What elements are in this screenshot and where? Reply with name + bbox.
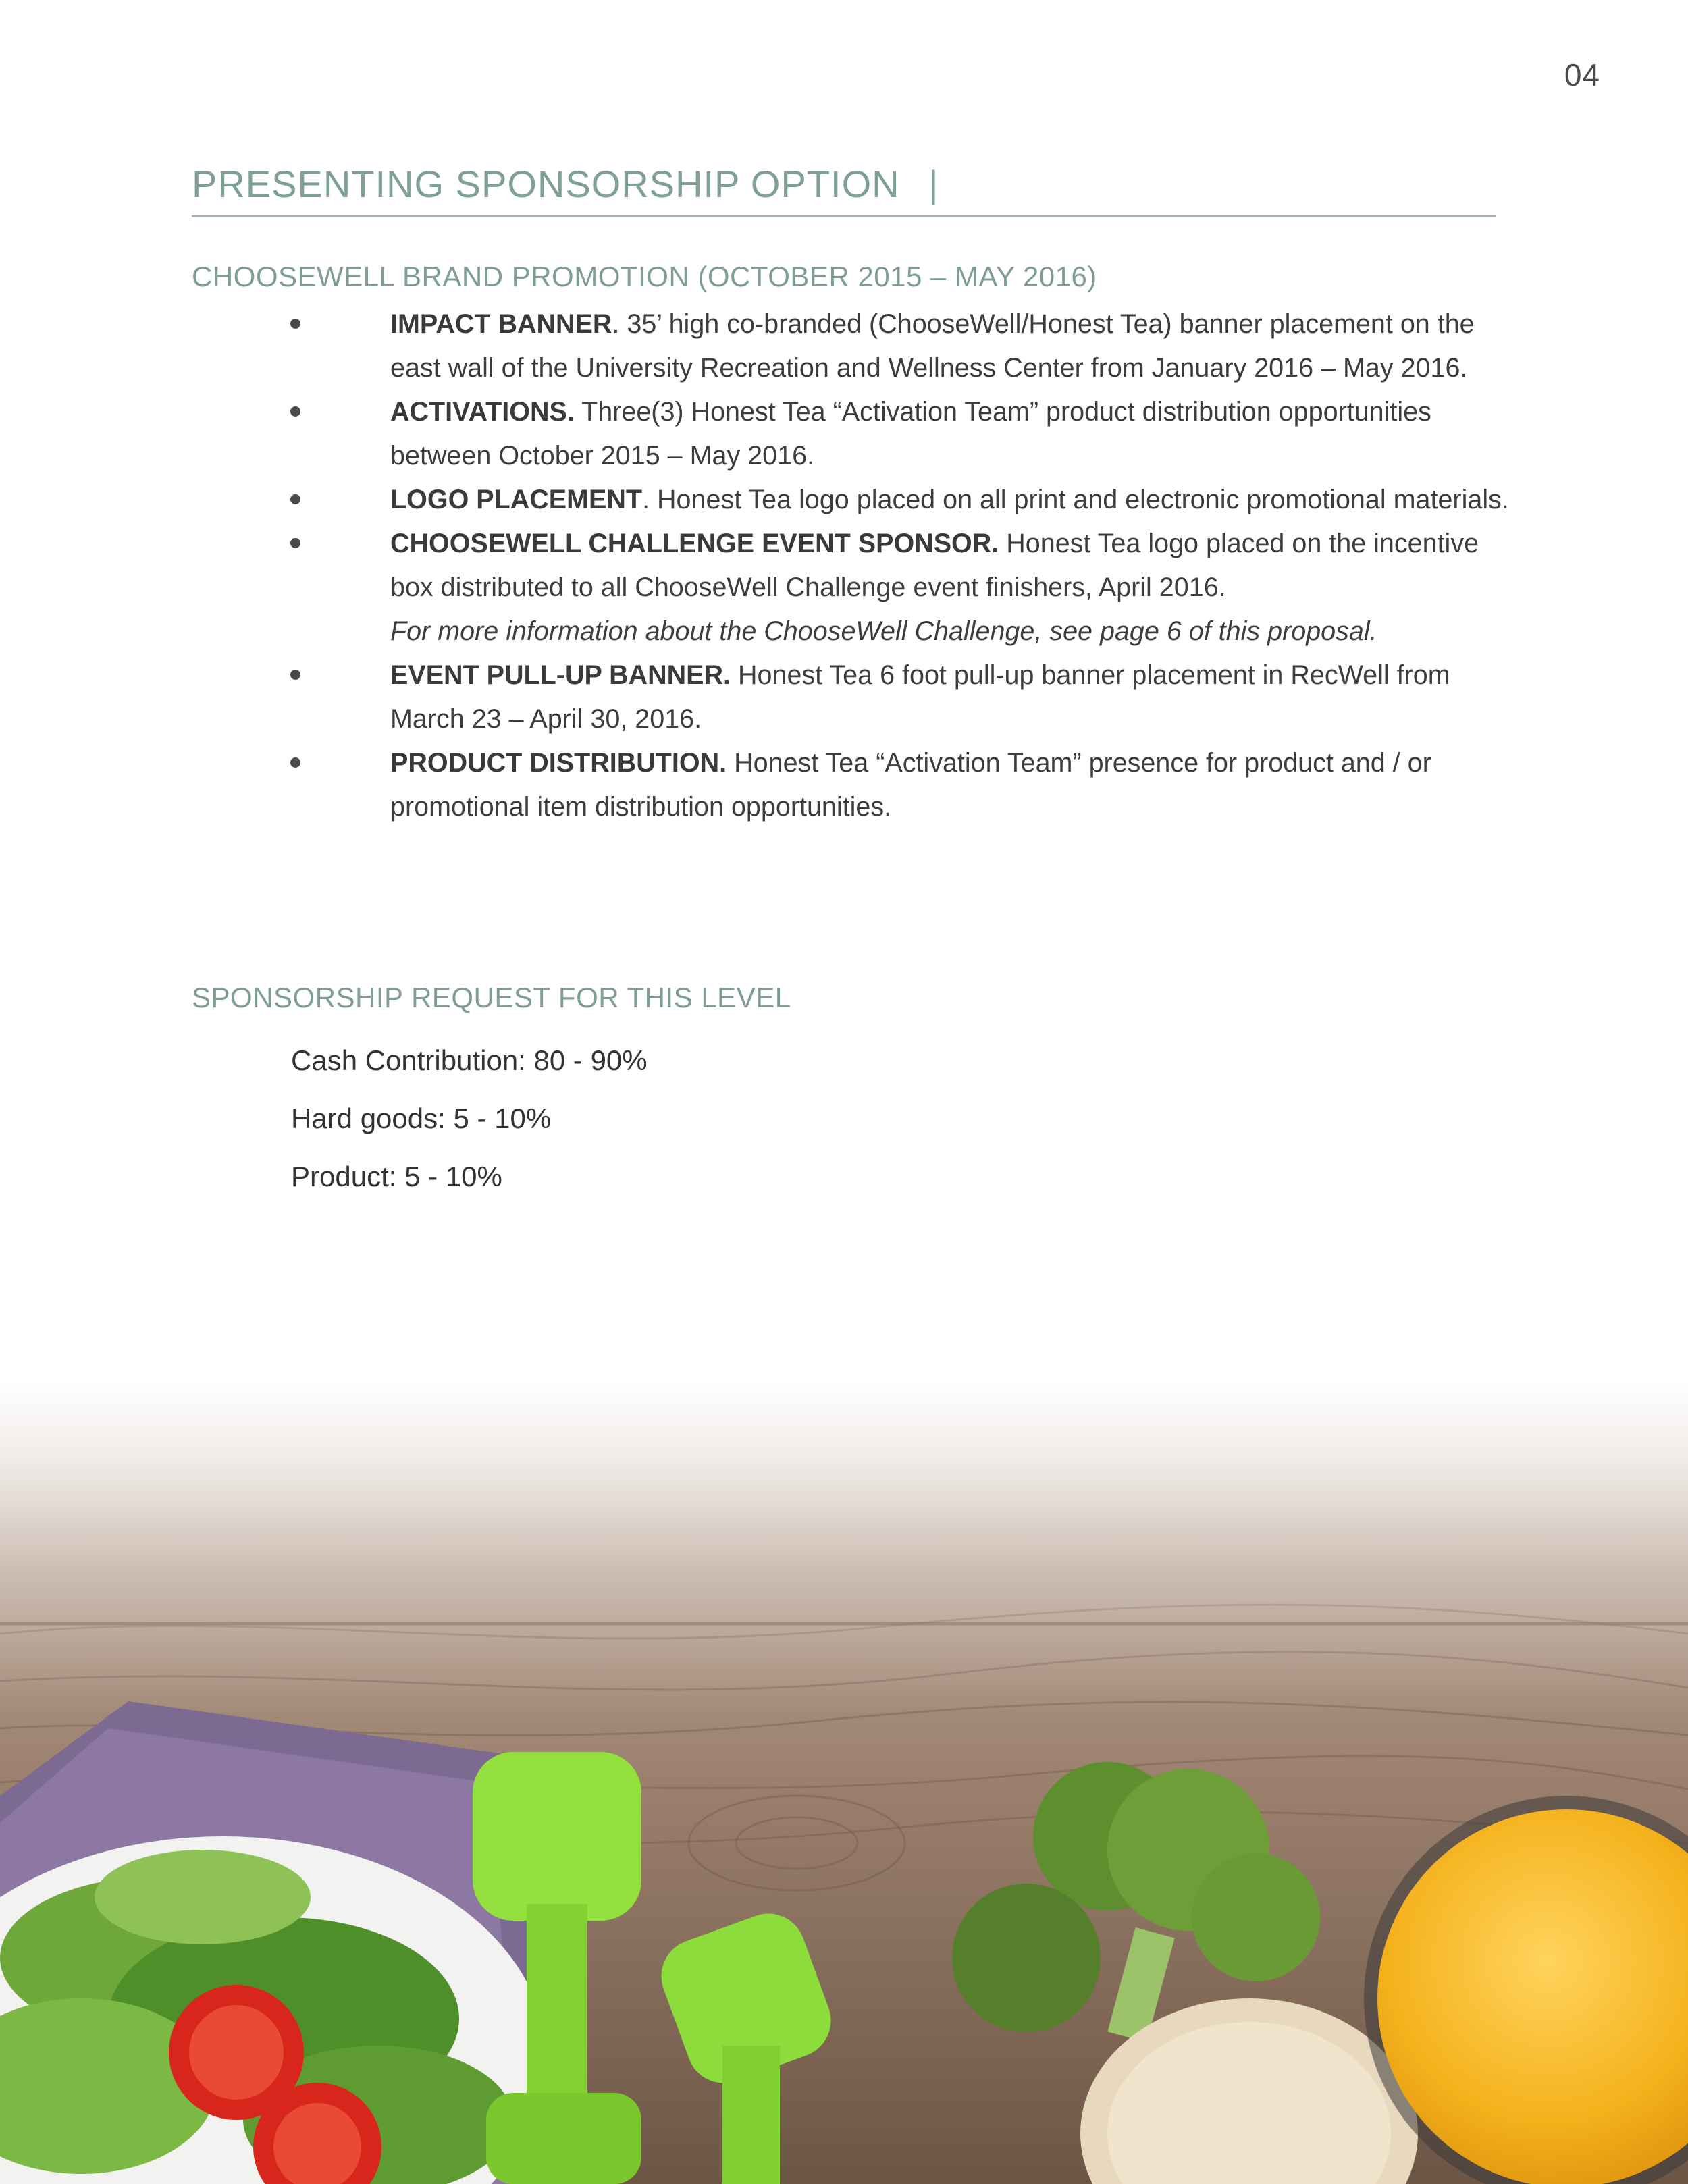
bullet-icon — [290, 670, 300, 680]
promotion-item-activations — [0, 390, 1511, 478]
item-title: PRODUCT DISTRIBUTION. — [390, 748, 727, 778]
item-title: IMPACT BANNER — [390, 309, 612, 339]
item-title: LOGO PLACEMENT — [390, 485, 643, 514]
item-title: EVENT PULL-UP BANNER. — [390, 660, 731, 690]
item-text: . 35’ high co-branded (ChooseWell/Honest Tea) banner placement on the east wall of the University Recreation and Wellness Center from January 2016 – May 2016. — [390, 309, 1475, 383]
request-hard-goods: Hard goods: 5 - 10% — [291, 1102, 552, 1134]
bullet-icon — [290, 757, 300, 768]
request-product: Product: 5 - 10% — [291, 1161, 502, 1192]
promotion-item-challenge-sponsor — [0, 522, 1511, 654]
section-header — [192, 162, 1496, 217]
healthy-food-photo — [0, 1377, 1688, 2184]
promotion-heading: CHOOSEWELL BRAND PROMOTION (OCTOBER 2015 – MAY 2016) — [192, 261, 1097, 292]
promotion-item-product-distribution — [0, 741, 1511, 829]
bullet-icon — [290, 319, 300, 329]
request-heading: SPONSORSHIP REQUEST FOR THIS LEVEL — [192, 982, 791, 1013]
bullet-icon — [290, 494, 300, 504]
promotion-item-impact-banner — [0, 302, 1511, 390]
bullet-icon — [290, 538, 300, 548]
food-illustration — [0, 1377, 1688, 2184]
promotion-list — [0, 302, 1688, 829]
promotion-item-logo-placement — [0, 478, 1511, 522]
request-list — [291, 1032, 648, 1206]
item-text: Honest Tea logo placed on the incentive box distributed to all ChooseWell Challenge event finishers, April 2016. — [390, 529, 1479, 602]
page-number: 04 — [1564, 57, 1600, 92]
item-title: ACTIVATIONS. — [390, 397, 575, 427]
item-text: Honest Tea “Activation Team” presence for product and / or promotional item distribution opportunities. — [390, 748, 1431, 822]
bullet-icon — [290, 406, 300, 417]
item-title: CHOOSEWELL CHALLENGE EVENT SPONSOR. — [390, 529, 999, 558]
item-text: Three(3) Honest Tea “Activation Team” product distribution opportunities between October 2015 – May 2016. — [390, 397, 1431, 471]
section-title: PRESENTING SPONSORSHIP OPTION — [192, 163, 900, 205]
top-fade — [0, 1377, 1688, 1715]
request-cash-contribution: Cash Contribution: 80 - 90% — [291, 1044, 648, 1076]
item-text: Honest Tea 6 foot pull-up banner placement in RecWell from March 23 – April 30, 2016. — [390, 660, 1450, 734]
promotion-item-pull-up-banner — [0, 654, 1511, 741]
item-note: For more information about the ChooseWell Challenge, see page 6 of this proposal. — [390, 616, 1377, 646]
section-title-divider: | — [928, 163, 939, 205]
item-text: . Honest Tea logo placed on all print and electronic promotional materials. — [642, 485, 1509, 514]
